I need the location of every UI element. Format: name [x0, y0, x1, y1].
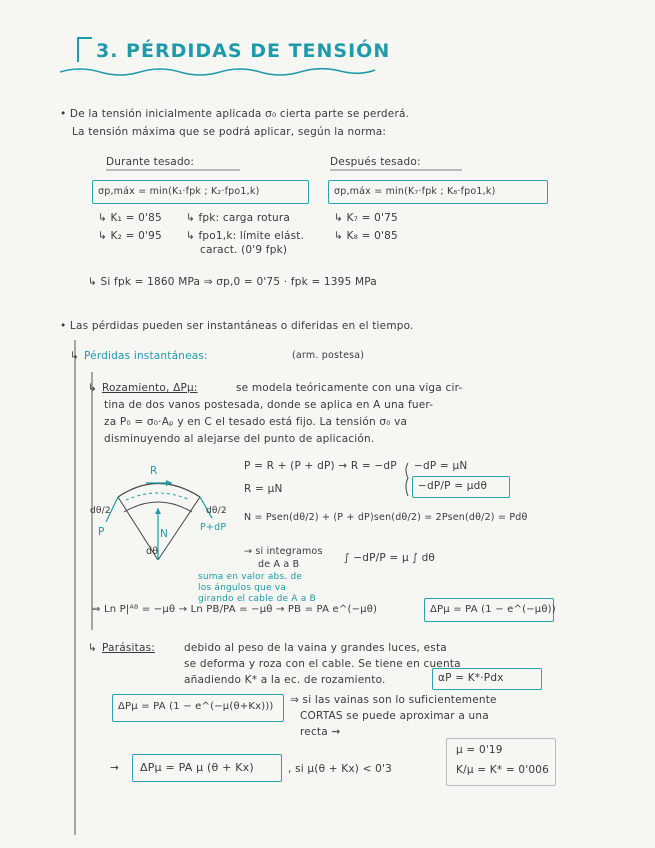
diagram-R: R [150, 465, 158, 477]
eq-6b: de A a B [258, 559, 300, 570]
diagram-dtheta-half-left: dθ/2 [90, 506, 111, 516]
after-formula: σp,máx = min(K₇·fpk ; K₈·fpo1,k) [334, 186, 496, 197]
constant-mu: μ = 0'19 [456, 744, 503, 756]
parasitic-line-2: se deforma y roza con el cable. Se tiene en cuenta [184, 658, 461, 670]
friction-arrow: ↳ [88, 382, 97, 394]
friction-line-2: tina de dos vanos postesada, donde se aplica en A una fuer- [104, 399, 434, 411]
after-heading: Después tesado: [330, 156, 421, 168]
after-k8: ↳ K₈ = 0'85 [334, 230, 398, 242]
eq-4: −dP/P = μdθ [418, 480, 488, 492]
bottom-box-2-text: ΔPμ = PA μ (θ + Kx) [140, 761, 254, 774]
instant-arrow: ↳ [70, 350, 79, 362]
intro-line-2: La tensión máxima que se podrá aplicar, según la norma: [72, 126, 387, 138]
parasitic-line-3: añadiendo K* a la ec. de rozamiento. [184, 674, 386, 686]
note-2: los ángulos que va [198, 583, 287, 593]
diagram-P: P [98, 526, 105, 538]
diagram-PdP: P+dP [200, 522, 227, 533]
intro-line-1: • De la tensión inicialmente aplicada σ₀ cierta parte se perderá. [60, 108, 410, 120]
friction-line-1: se modela teóricamente con una viga cir- [236, 382, 463, 394]
during-k2: ↳ K₂ = 0'95 [98, 230, 162, 242]
instant-label: Pérdidas instantáneas: [84, 350, 208, 362]
diagram-dtheta-half-right: dθ/2 [206, 506, 227, 516]
parasitic-line-1: debido al peso de la vaina y grandes luces, esta [184, 642, 447, 654]
bottom-box-1-text: ΔPμ = PA (1 − e^(−μ(θ+Kx))) [118, 701, 274, 712]
page-title: 3. PÉRDIDAS DE TENSIÓN [96, 40, 391, 62]
during-formula: σp,máx = min(K₁·fpk ; K₂·fpo1,k) [98, 186, 260, 197]
friction-line-3: za P₀ = σ₀·Aₚ y en C el tesado está fijo. La tensión σ₀ va [104, 416, 408, 428]
during-fpo1: ↳ fpo1,k: límite elást. [186, 230, 305, 242]
during-heading: Durante tesado: [106, 156, 195, 168]
bottom-s3: recta ⇝ [300, 726, 341, 738]
eq-1: P = R + (P + dP) → R = −dP [244, 460, 397, 472]
eq-7: ⇒ Ln P|ᴬᴮ = −μθ → Ln PB/PA = −μθ → PB = PA e^(−μθ) [92, 604, 378, 615]
after-k7: ↳ K₇ = 0'75 [334, 212, 398, 224]
eq-5: N = Psen(dθ/2) + (P + dP)sen(dθ/2) = 2Psen(dθ/2) = Pdθ [244, 512, 528, 523]
during-fpk: ↳ fpk: carga rotura [186, 212, 291, 224]
losses-line: • Las pérdidas pueden ser instantáneas o diferidas en el tiempo. [60, 320, 414, 332]
note-1: suma en valor abs. de [198, 572, 303, 582]
eq-7-boxed: ΔPμ = PA (1 − e^(−μθ)) [430, 604, 556, 615]
bottom-condition: , si μ(θ + Kx) < 0'3 [288, 763, 392, 775]
friction-line-4: disminuyendo al alejarse del punto de aplicación. [104, 433, 375, 445]
bottom-s2: CORTAS se puede aproximar a una [300, 710, 489, 722]
eq-3: −dP = μN [414, 460, 468, 472]
note-3: girando el cable de A a B [198, 594, 316, 604]
friction-label: Rozamiento, ΔPμ: [102, 382, 198, 394]
instant-note: (arm. postesa) [292, 350, 365, 361]
si-fpk-line: ↳ Si fpk = 1860 MPa ⇒ σp,0 = 0'75 · fpk = 1395 MPa [88, 276, 377, 288]
bottom-s1: ⇒ si las vainas son lo suficientemente [290, 694, 497, 706]
eq-2: R = μN [244, 483, 283, 495]
during-k1: ↳ K₁ = 0'85 [98, 212, 162, 224]
parasitic-label: Parásitas: [102, 642, 155, 654]
diagram-N: N [160, 528, 169, 540]
parasitic-box-text: αP = K*·Pdx [438, 672, 504, 684]
diagram-dtheta: dθ [146, 546, 159, 557]
parasitic-arrow: ↳ [88, 642, 97, 654]
constant-k: K/μ = K* = 0'006 [456, 764, 549, 776]
eq-6c: ∫ −dP/P = μ ∫ dθ [344, 552, 436, 564]
eq-6a: → si integramos [244, 546, 323, 557]
during-fpo1-caract: caract. (0'9 fpk) [200, 244, 288, 256]
bottom-arrow: → [110, 762, 119, 774]
